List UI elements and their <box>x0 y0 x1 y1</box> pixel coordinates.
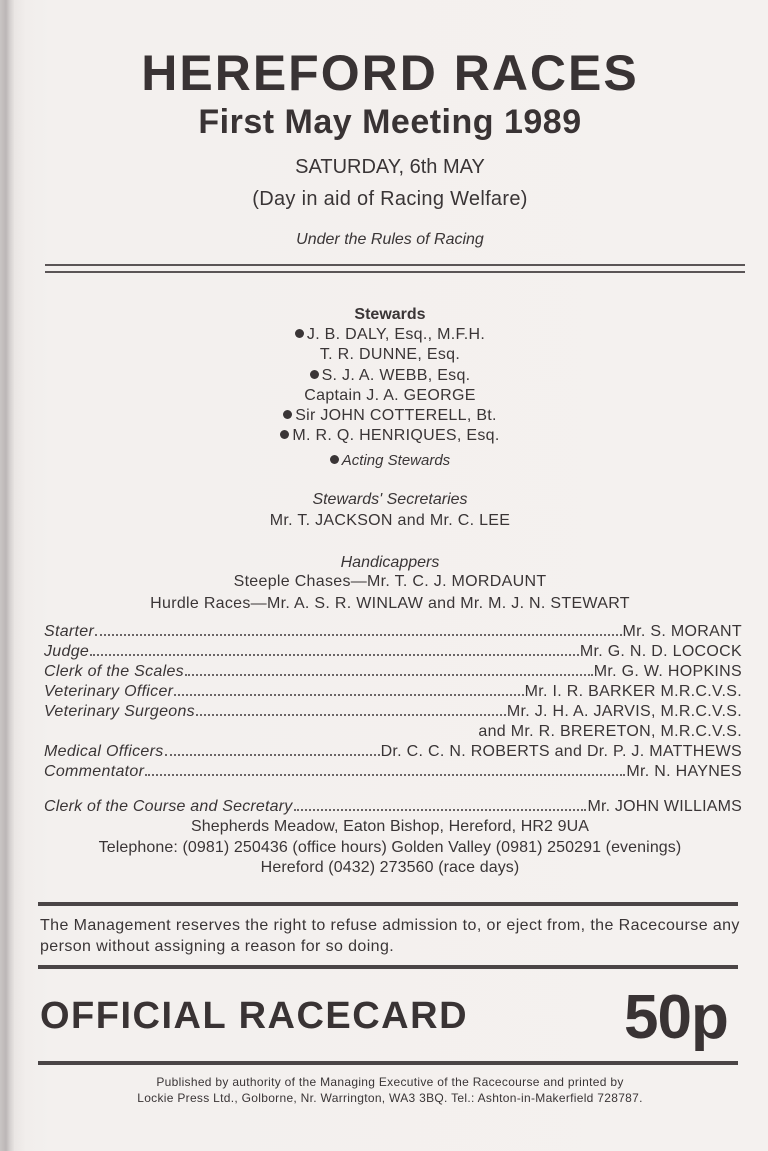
steward-item: T. R. DUNNE, Esq. <box>319 346 461 364</box>
dot-leader <box>95 634 621 636</box>
acting-bullet-icon <box>280 430 289 439</box>
stewards-list <box>12 325 768 447</box>
secretaries-heading: Stewards' Secretaries <box>312 491 468 508</box>
clerk-address: Shepherds Meadow, Eaton Bishop, Hereford, HR2 9UA <box>190 818 589 835</box>
secretaries-names: Mr. T. JACKSON and Mr. C. LEE <box>269 512 511 529</box>
official-racecard-label: OFFICIAL RACECARD <box>40 995 469 1037</box>
official-row: Starter Mr. S. MORANT <box>44 623 742 640</box>
dot-leader <box>165 754 380 756</box>
steward-item: M. R. Q. HENRIQUES, Esq. <box>12 426 768 446</box>
steward-item: Sir JOHN COTTERELL, Bt. <box>12 406 768 426</box>
management-notice: The Management reserves the right to refuse admission to, or eject from, the Racecourse any person without assigning a reason for so doing. <box>40 917 740 955</box>
clerk-of-course <box>44 798 742 818</box>
acting-bullet-icon <box>330 455 339 464</box>
official-row: Veterinary Surgeons Mr. J. H. A. JARVIS, M.R.C.V.S. <box>44 703 742 720</box>
clerk-telephone: Telephone: (0981) 250436 (office hours) Golden Valley (0981) 250291 (evenings) <box>98 839 682 856</box>
acting-bullet-icon <box>283 410 292 419</box>
steward-item: Captain J. A. GEORGE <box>304 386 476 404</box>
acting-stewards-legend: Acting Stewards <box>12 452 768 469</box>
notice-rule-bottom <box>38 965 738 969</box>
dot-leader <box>174 694 523 696</box>
steward-item: S. J. A. WEBB, Esq. <box>12 366 768 386</box>
official-row: Medical Officers Dr. C. C. N. ROBERTS and Dr. P. J. MATTHEWS <box>44 743 742 760</box>
clerk-raceday-phone: Hereford (0432) 273560 (race days) <box>260 859 520 876</box>
steward-item: J. B. DALY, Esq., M.F.H. <box>12 325 768 345</box>
officials-list <box>44 623 742 783</box>
publisher-info: Published by authority of the Managing Executive of the Racecourse and printed by Lockie Press Ltd., Golborne, Nr. Warrington, WA3 3BQ. Tel.: Ashton-in-Makerfield 728787. <box>137 1075 643 1105</box>
stewards-heading: Stewards <box>354 306 426 323</box>
meeting-date: SATURDAY, 6th MAY <box>295 156 485 178</box>
double-rule-top <box>45 264 745 266</box>
footer-rule <box>38 1061 738 1065</box>
double-rule-bottom <box>45 271 745 273</box>
dot-leader <box>294 809 587 811</box>
official-row: Clerk of the Scales Mr. G. W. HOPKINS <box>44 663 742 680</box>
meeting-subtitle: First May Meeting 1989 <box>198 103 582 141</box>
price: 50p <box>624 983 728 1052</box>
charity-note: (Day in aid of Racing Welfare) <box>252 188 528 210</box>
dot-leader <box>185 674 593 676</box>
official-continuation: and Mr. R. BRERETON, M.R.C.V.S. <box>478 723 742 740</box>
handicapper-steeple: Steeple Chases—Mr. T. C. J. MORDAUNT <box>233 573 547 590</box>
rules-note: Under the Rules of Racing <box>296 231 484 248</box>
official-row: Veterinary Officer Mr. I. R. BARKER M.R.C.V.S. <box>44 683 742 700</box>
official-row: Judge Mr. G. N. D. LOCOCK <box>44 643 742 660</box>
dot-leader <box>90 654 579 656</box>
acting-bullet-icon <box>295 329 304 338</box>
dot-leader <box>145 774 625 776</box>
page-title: HEREFORD RACES <box>141 45 639 101</box>
official-row: Clerk of the Course and Secretary Mr. JOHN WILLIAMS <box>44 798 742 815</box>
handicappers-heading: Handicappers <box>340 554 440 571</box>
notice-rule-top <box>38 902 738 906</box>
handicapper-hurdle: Hurdle Races—Mr. A. S. R. WINLAW and Mr. M. J. N. STEWART <box>150 595 630 612</box>
official-row: Commentator Mr. N. HAYNES <box>44 763 742 780</box>
dot-leader <box>196 714 506 716</box>
acting-bullet-icon <box>310 370 319 379</box>
